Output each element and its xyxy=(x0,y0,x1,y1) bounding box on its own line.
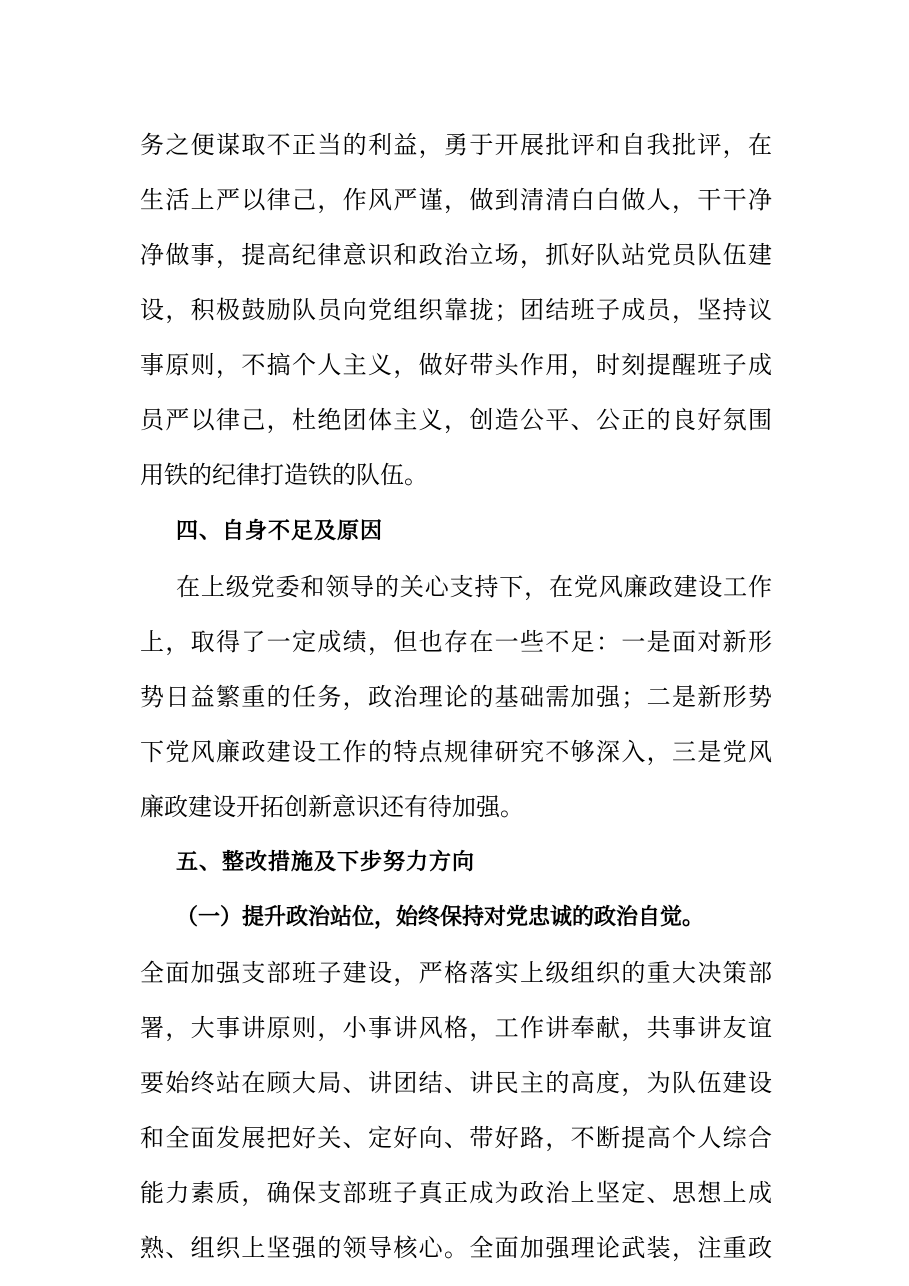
paragraph-line: 熟、组织上坚强的领导核心。全面加强理论武装，注重政 xyxy=(140,1234,772,1262)
subsection-heading: （一）提升政治站位，始终保持对党忠诚的政治自觉。 xyxy=(176,905,705,930)
paragraph-line: 上，取得了一定成绩，但也存在一些不足：一是面对新形 xyxy=(140,628,772,656)
paragraph-line: 事原则，不搞个人主义，做好带头作用，时刻提醒班子成 xyxy=(140,351,772,379)
paragraph-line: 全面加强支部班子建设，严格落实上级组织的重大决策部 xyxy=(140,959,772,987)
paragraph-line: 势日益繁重的任务，政治理论的基础需加强；二是新形势 xyxy=(140,683,772,711)
paragraph-line: 署，大事讲原则，小事讲风格，工作讲奉献，共事讲友谊 xyxy=(140,1014,772,1042)
paragraph-line: 下党风廉政建设工作的特点规律研究不够深入，三是党风 xyxy=(140,738,772,766)
section-heading-four: 四、自身不足及原因 xyxy=(176,519,384,544)
paragraph-line: 用铁的纪律打造铁的队伍。 xyxy=(140,461,428,489)
section-heading-five: 五、整改措施及下步努力方向 xyxy=(176,850,476,875)
paragraph-line: 净做事，提高纪律意识和政治立场，抓好队站党员队伍建 xyxy=(140,241,772,269)
paragraph-line: 生活上严以律己，作风严谨，做到清清白白做人，干干净 xyxy=(140,186,772,214)
paragraph-line: 务之便谋取不正当的利益，勇于开展批评和自我批评，在 xyxy=(140,131,772,159)
paragraph-line: 设，积极鼓励队员向党组织靠拢；团结班子成员，坚持议 xyxy=(140,296,772,324)
paragraph-line: 廉政建设开拓创新意识还有待加强。 xyxy=(140,793,524,821)
paragraph-line: 在上级党委和领导的关心支持下，在党风廉政建设工作 xyxy=(176,573,772,601)
paragraph-line: 和全面发展把好关、定好向、带好路，不断提高个人综合 xyxy=(140,1124,772,1152)
paragraph-line: 能力素质，确保支部班子真正成为政治上坚定、思想上成 xyxy=(140,1179,772,1207)
paragraph-line: 员严以律己，杜绝团体主义，创造公平、公正的良好氛围 xyxy=(140,406,772,434)
paragraph-line: 要始终站在顾大局、讲团结、讲民主的高度，为队伍建设 xyxy=(140,1069,772,1097)
